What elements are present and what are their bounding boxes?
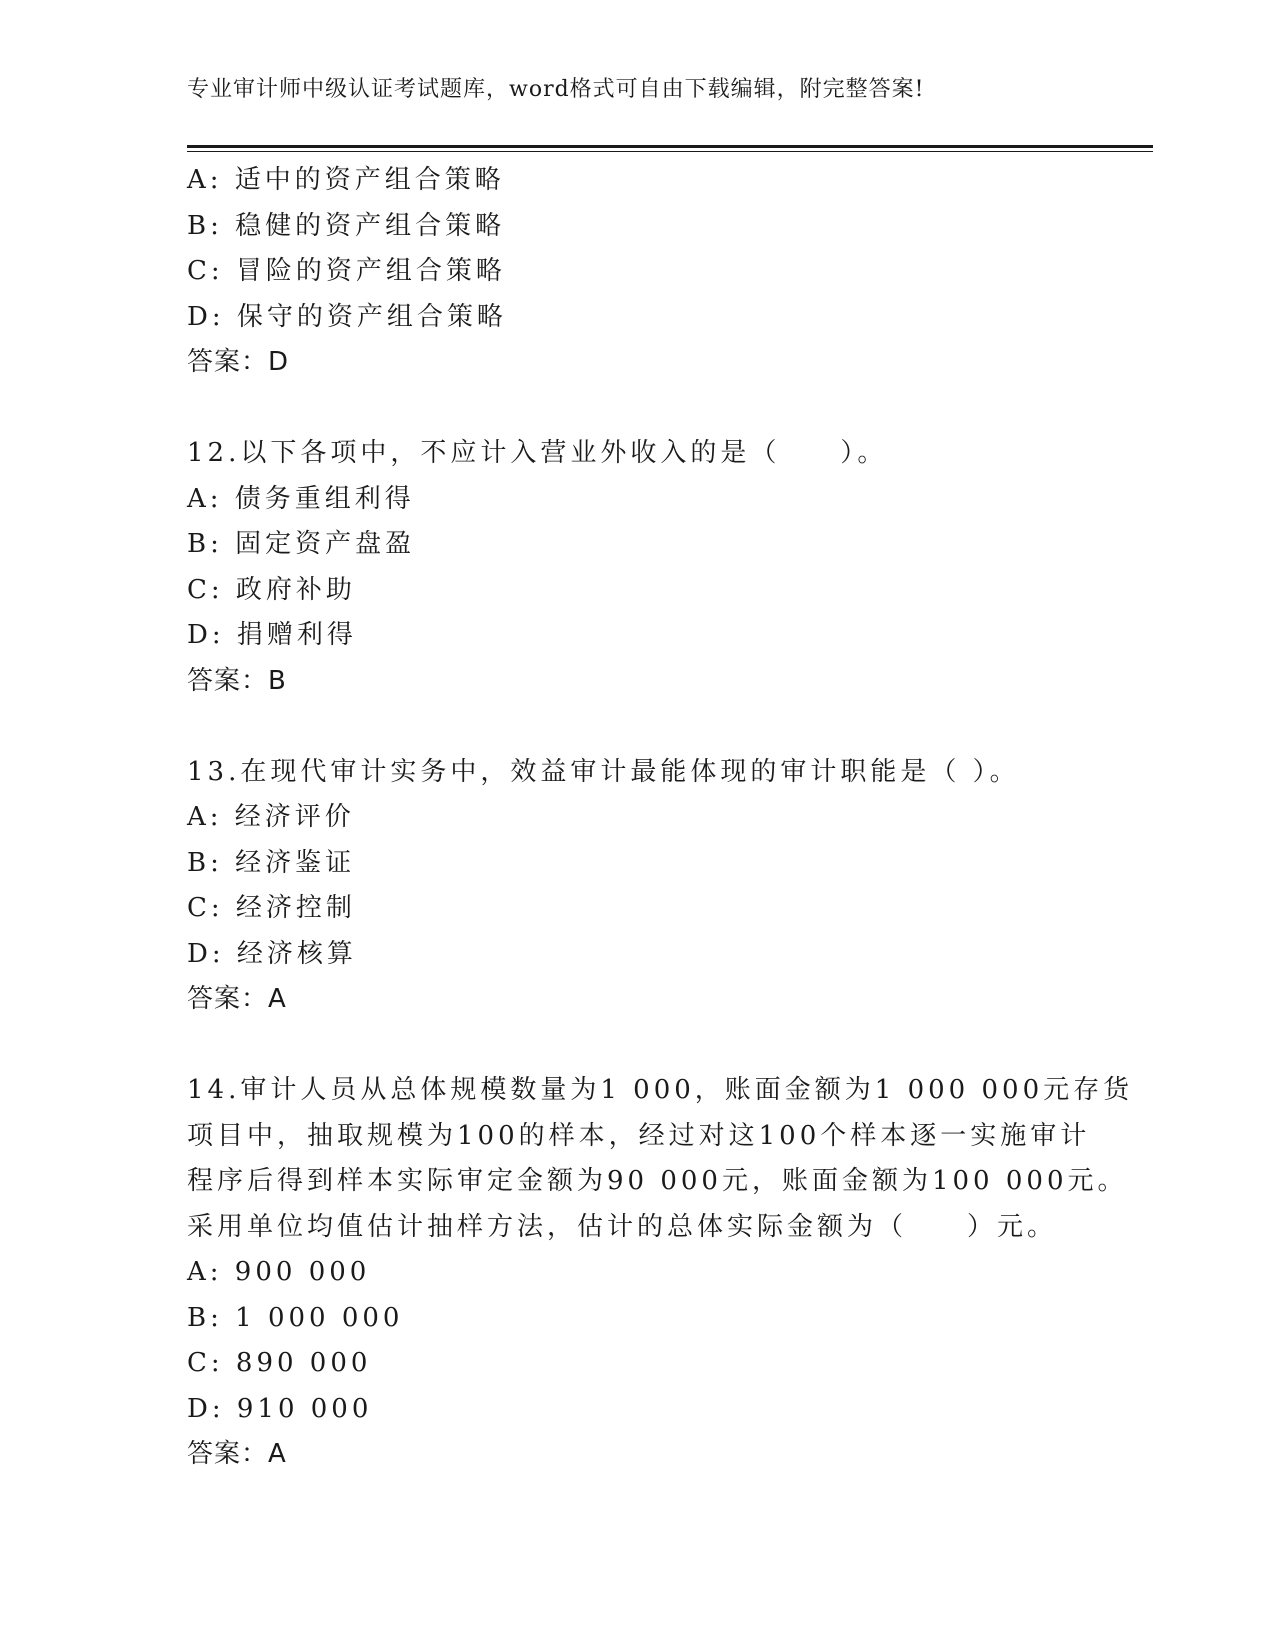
option-c: C: 政府补助 [187,574,356,605]
option-d: D: 保守的资产组合策略 [187,301,507,332]
option-c: C: 890 000 [187,1348,372,1378]
question-text-line-2: 项目中，抽取规模为100的样本，经过对这100个样本逐一实施审计 [187,1120,1091,1151]
document-body [187,158,1134,1478]
option-a: A: 900 000 [187,1257,371,1287]
question-text: 12.以下各项中，不应计入营业外收入的是（ ）。 [187,438,888,468]
option-c: C: 冒险的资产组合策略 [187,256,506,286]
answer: 答案：B [187,665,287,696]
option-c: C: 经济控制 [187,893,356,923]
option-d: D: 捐赠利得 [187,620,357,650]
option-b: B: 稳健的资产组合策略 [187,210,506,241]
option-a: A: 适中的资产组合策略 [187,165,505,195]
option-b: B: 固定资产盘盈 [187,529,416,559]
option-d: D: 910 000 [187,1393,373,1424]
question-text-line-4: 采用单位均值估计抽样方法，估计的总体实际金额为（ ）元。 [187,1211,1058,1242]
option-d: D: 经济核算 [187,938,357,969]
spacer [187,386,1087,432]
question-12 [187,431,1087,704]
header-rule-thick [187,145,1153,148]
spacer [187,1023,1087,1069]
option-b: B: 经济鉴证 [187,847,356,878]
header-rule-thin [187,151,1153,152]
page-header: 专业审计师中级认证考试题库，word格式可自由下载编辑，附完整答案! [187,77,925,102]
question-text-line-1: 14.审计人员从总体规模数量为1 000，账面金额为1 000 000元存货 [187,1075,1134,1105]
question-14 [187,1068,1134,1478]
spacer [187,704,1087,750]
option-b: B: 1 000 000 [187,1302,404,1333]
question-13 [187,750,1087,1023]
option-a: A: 经济评价 [187,802,355,832]
question-text: 13.在现代审计实务中，效益审计最能体现的审计职能是（ ）。 [187,756,1020,787]
answer: 答案：A [187,984,287,1014]
answer: 答案：A [187,1439,287,1469]
answer: 答案：D [187,347,290,377]
option-a: A: 债务重组利得 [187,483,415,514]
question-11 [187,158,1087,386]
question-text-line-3: 程序后得到样本实际审定金额为90 000元，账面金额为100 000元。 [187,1166,1128,1196]
